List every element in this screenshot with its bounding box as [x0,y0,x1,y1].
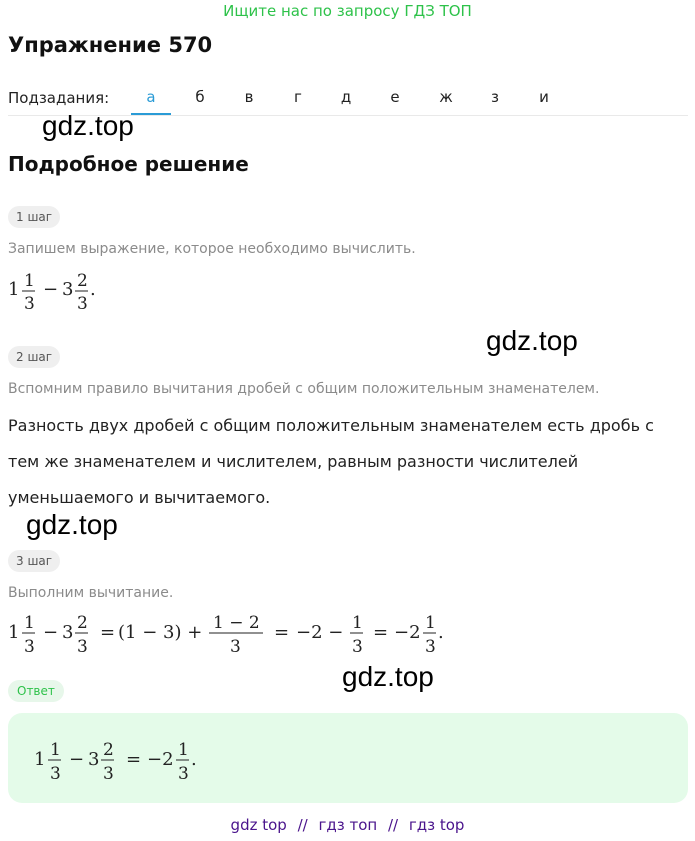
svg-text:−2: −2 [394,622,421,643]
rule-text-line: тем же знаменателем и числителем, равным разности числителей [8,452,579,471]
rule-text [8,408,688,516]
svg-text:−: − [43,279,59,300]
svg-text:1: 1 [34,749,46,770]
watermark: gdz.top [342,661,434,692]
svg-text:−2: −2 [147,749,174,770]
tab-d[interactable]: д [340,88,352,106]
svg-text:3: 3 [50,764,61,784]
svg-text:1: 1 [24,613,35,633]
answer-box [8,713,688,803]
svg-text:.: . [90,279,96,300]
svg-text:3: 3 [103,764,114,784]
svg-text:3: 3 [425,637,436,657]
svg-text:3: 3 [62,279,74,300]
watermark: gdz.top [26,509,118,540]
math-expression-3 [4,604,464,660]
svg-text:2: 2 [77,613,88,633]
svg-text:1: 1 [50,740,61,760]
svg-text:.: . [191,749,197,770]
svg-text:2: 2 [77,271,88,291]
svg-text:(1 − 3) +: (1 − 3) + [118,622,203,643]
svg-text:=: = [274,622,290,643]
step-hint: Вспомним правило вычитания дробей с общим положительным знаменателем. [8,381,600,397]
footer-link[interactable]: gdz top [230,816,287,834]
svg-text:3: 3 [62,622,74,643]
svg-text:3: 3 [178,764,189,784]
watermark: gdz.top [486,325,578,356]
step-hint: Выполним вычитание. [8,585,174,601]
svg-text:3: 3 [24,294,35,314]
svg-text:3: 3 [77,637,88,657]
svg-text:1: 1 [352,613,363,633]
footer-separator: // [297,816,308,834]
svg-text:−: − [69,749,85,770]
svg-text:3: 3 [24,637,35,657]
svg-text:1: 1 [8,622,20,643]
svg-text:2: 2 [103,740,114,760]
answer-expression [30,731,230,787]
tab-e[interactable]: е [390,88,400,106]
section-title: Подробное решение [8,152,249,176]
tab-z[interactable]: з [491,88,499,106]
step-badge: 1 шаг [8,206,60,228]
step-badge: 2 шаг [8,346,60,368]
tab-zh[interactable]: ж [439,88,453,106]
svg-text:3: 3 [352,637,363,657]
math-expression-1 [4,266,114,316]
svg-text:=: = [126,749,142,770]
answer-badge: Ответ [8,680,64,702]
watermark: gdz.top [42,110,134,141]
tab-v[interactable]: в [244,88,254,106]
tab-i[interactable]: и [539,88,549,106]
subtasks-label: Подзадания: [8,89,110,107]
top-banner[interactable]: Ищите нас по запросу ГДЗ ТОП [223,2,472,20]
svg-text:1: 1 [178,740,189,760]
step-hint: Запишем выражение, которое необходимо вычислить. [8,241,416,257]
svg-text:−2 −: −2 − [296,622,344,643]
svg-text:3: 3 [230,637,241,657]
svg-text:1: 1 [425,613,436,633]
svg-text:1: 1 [8,279,20,300]
footer-link[interactable]: гдз top [408,816,465,834]
footer-link[interactable]: гдз топ [318,816,378,834]
tab-a[interactable]: а [146,88,156,106]
svg-text:=: = [100,622,116,643]
svg-text:.: . [438,622,444,643]
svg-text:=: = [373,622,389,643]
rule-text-line: уменьшаемого и вычитаемого. [8,488,271,507]
rule-text-line: Разность двух дробей с общим положительным знаменателем есть дробь с [8,416,654,435]
footer-separator: // [387,816,399,834]
svg-text:1: 1 [24,271,35,291]
tab-g[interactable]: г [294,88,302,106]
page-title: Упражнение 570 [8,33,213,57]
svg-text:1 − 2: 1 − 2 [213,613,260,633]
svg-text:3: 3 [88,749,100,770]
svg-text:3: 3 [77,294,88,314]
svg-text:−: − [43,622,59,643]
footer-links [0,816,695,834]
step-badge: 3 шаг [8,550,60,572]
tab-b[interactable]: б [195,88,205,106]
